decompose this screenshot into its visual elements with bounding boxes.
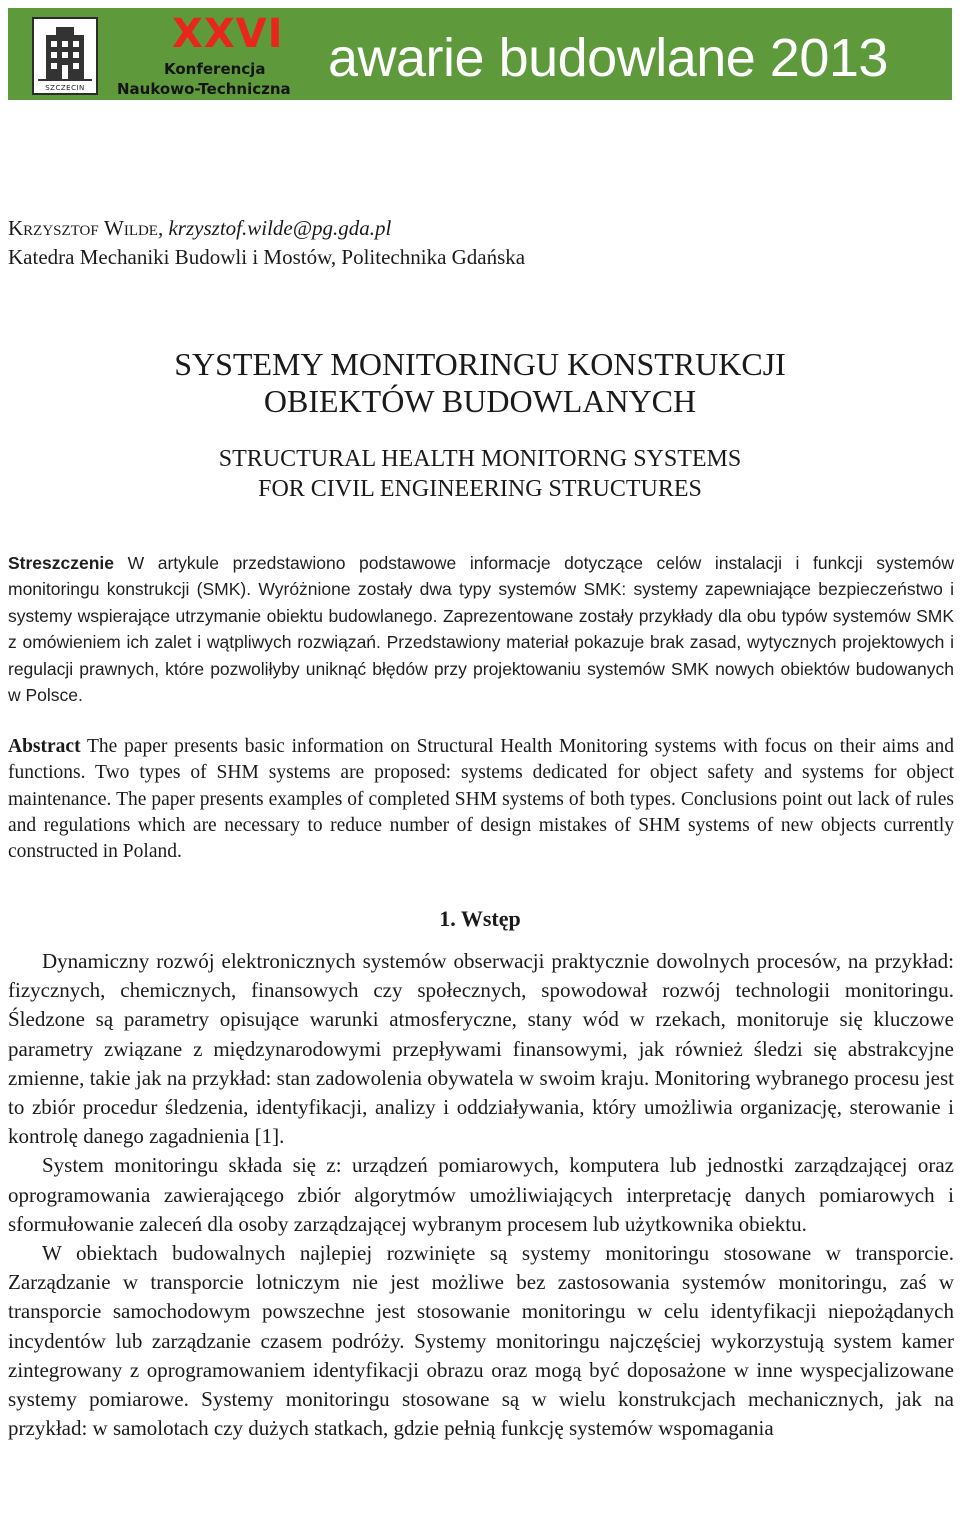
abstract-en-text: The paper presents basic information on Structural Health Monitoring systems with focus on their aims and functions. Two types of SHM systems are proposed: systems dedicated for object safety and systems for object maintenance. The paper presents examples of completed SHM systems of both types. Conclusions point out lack of rules and regulations which are necessary to reduce number of design mistakes of SHM systems of new objects currently constructed in Poland. xyxy=(8,736,954,863)
abstract-pl-lead: Streszczenie xyxy=(8,553,115,573)
abstract-pl-text: W artykule przedstawiono podstawowe informacje dotyczące celów instalacji i funkcji systemów monitoringu konstrukcji (SMK). Wyróżnione zostały dwa typy systemów SMK: systemy zapewniające bezpieczeństwo i systemy wspierające utrzymanie obiektu budowlanego. Zaprezentowane zostały przykłady dla obu typów systemów SMK z omówieniem ich zalet i wątpliwych rozwiązań. Przedstawiony materiał pokazuje brak zasad, wytycznych projektowych i regulacji prawnych, które pozwoliłyby uniknąć błędów przy projektowaniu systemów SMK nowych obiektów budowanych w Polsce. xyxy=(8,553,954,706)
title-pl-line2: OBIEKTÓW BUDOWLANYCH xyxy=(263,383,697,419)
section-heading: 1. Wstęp xyxy=(439,906,521,931)
section-body xyxy=(8,947,954,1443)
conference-label: Konferencja xyxy=(164,60,266,78)
abstract-en xyxy=(8,734,954,865)
conference-banner xyxy=(8,8,952,100)
abstract-en-lead: Abstract xyxy=(8,736,81,757)
author-last-name: Wilde xyxy=(104,216,158,240)
conference-type: Naukowo-Techniczna xyxy=(117,80,291,98)
conference-number: XXVI xyxy=(172,11,284,57)
conference-title: awarie budowlane 2013 xyxy=(328,28,888,88)
logo-caption: SZCZECIN xyxy=(45,84,85,92)
title-en-line1: STRUCTURAL HEALTH MONITORNG SYSTEMS xyxy=(218,446,742,472)
body-paragraph: Dynamiczny rozwój elektronicznych systemów obserwacji praktycznie dowolnych procesów, na przykład: fizycznych, chemicznych, finansowych czy społecznych, spowodował rozwój technologii monitoringu. Śledzone są parametry opisujące warunki atmosferyczne, stany wód w rzekach, monitoruje się kluczowe parametry związane z międzynarodowymi przepływami finansowymi, jak również śledzi się abstrakcyjne zmienne, takie jak na przykład: stan zadowolenia obywatela w swoim kraju. Monitoring wybranego procesu jest to zbiór procedur śledzenia, identyfikacji, analizy i oddziaływania, który umożliwia organizację, sterowanie i kontrolę danego zagadnienia [1]. xyxy=(8,949,954,1149)
body-paragraph: W obiektach budowalnych najlepiej rozwinięte są systemy monitoringu stosowane w transporcie. Zarządzanie w transporcie lotniczym nie jest możliwe bez zastosowania systemów monitoringu, zaś w transporcie samochodowym powszechne jest stosowanie monitoringu w celu identyfikacji niepożądanych incydentów lub zarządzanie czasem podróży. Systemy monitoringu najczęściej wykorzystują system kamer zintegrowany z oprogramowaniem identyfikacji obrazu oraz mogą być doposażone w inne wyspecjalizowane systemy pomiarowe. Systemy monitoringu stosowane są w wielu konstrukcjach mechanicznych, jak na przykład: w samolotach czy dużych statkach, gdzie pełnią funkcję systemów wspomagania xyxy=(8,1241,954,1441)
body-paragraph: System monitoringu składa się z: urządzeń pomiarowych, komputera lub jednostki zarządzającej oraz oprogramowania zawierającego zbiór algorytmów umożliwiających interpretację danych pomiarowych i sformułowanie zaleceń dla osoby zarządzającej wybranym procesem lub użytkownika obiektu. xyxy=(8,1153,954,1236)
author-separator: , xyxy=(157,216,164,240)
building-icon xyxy=(34,19,96,93)
author-line xyxy=(8,214,391,242)
title-en-line2: FOR CIVIL ENGINEERING STRUCTURES xyxy=(258,476,702,502)
author-first-name: Krzysztof xyxy=(8,216,99,240)
author-affiliation: Katedra Mechaniki Budowli i Mostów, Politechnika Gdańska xyxy=(8,245,526,269)
author-email[interactable]: krzysztof.wilde@pg.gda.pl xyxy=(168,216,392,240)
abstract-pl xyxy=(8,550,954,708)
title-pl-line1: SYSTEMY MONITORINGU KONSTRUKCJI xyxy=(174,346,786,382)
conference-logo xyxy=(32,17,98,95)
